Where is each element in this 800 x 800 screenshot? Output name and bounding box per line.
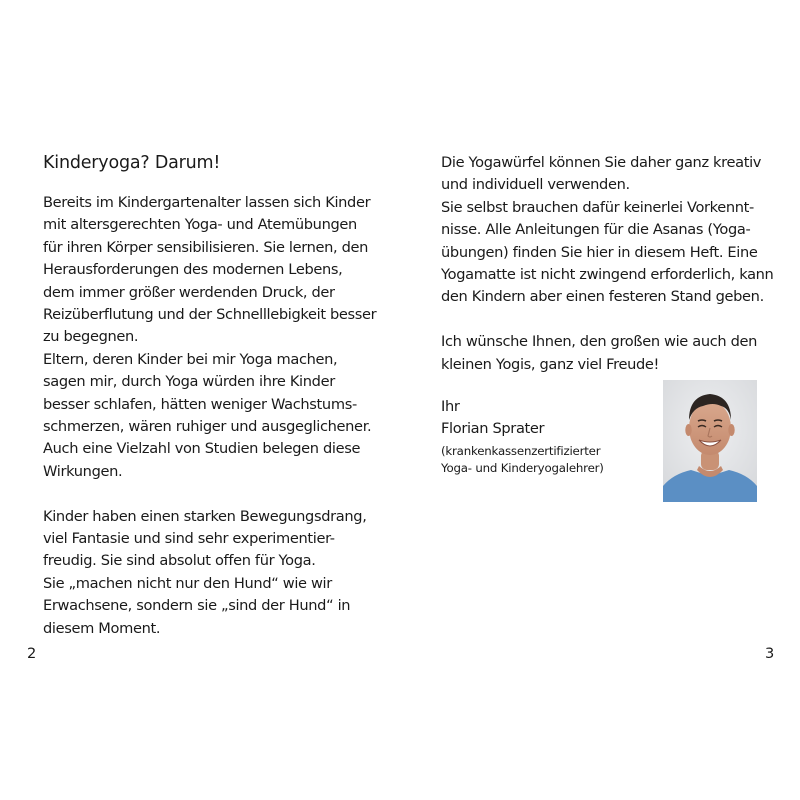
- text-line: Erwachsene, sondern sie „sind der Hund“ in: [43, 597, 351, 615]
- text-line: Eltern, deren Kinder bei mir Yoga machen,: [43, 350, 338, 368]
- right-paragraph-1: [441, 152, 774, 309]
- signature-name: Florian Sprater: [441, 420, 545, 438]
- text-line: den Kindern aber einen festeren Stand geben.: [441, 288, 764, 306]
- text-line: dem immer größer werdenden Druck, der: [43, 283, 335, 301]
- text-line: freudig. Sie sind absolut offen für Yoga.: [43, 552, 316, 570]
- page-heading: Kinderyoga? Darum!: [43, 153, 221, 173]
- signature-title-line-1: (krankenkassenzertifizierter: [441, 443, 601, 458]
- text-line: viel Fantasie und sind sehr experimentier-: [43, 530, 335, 548]
- text-line: besser schlafen, hätten weniger Wachstums-: [43, 395, 357, 413]
- left-text-column: [43, 152, 383, 640]
- text-line: zu begegnen.: [43, 328, 139, 346]
- text-line: diesem Moment.: [43, 619, 161, 637]
- text-line: Herausforderungen des modernen Lebens,: [43, 261, 343, 279]
- text-line: mit altersgerechten Yoga- und Atemübungen: [43, 216, 357, 234]
- text-line: Auch eine Vielzahl von Studien belegen diese: [43, 440, 361, 458]
- text-line: Ich wünsche Ihnen, den großen wie auch den: [441, 333, 758, 351]
- text-line: Sie selbst brauchen dafür keinerlei Vorkennt-: [441, 198, 754, 216]
- text-line: kleinen Yogis, ganz viel Freude!: [441, 355, 660, 373]
- page-number-left: 2: [27, 645, 37, 662]
- text-line: Die Yogawürfel können Sie daher ganz kreativ: [441, 154, 762, 171]
- text-line: Wirkungen.: [43, 462, 123, 480]
- signature-block: [441, 396, 604, 477]
- text-line: Kinder haben einen starken Bewegungsdrang,: [43, 507, 367, 525]
- text-line: für ihren Körper sensibilisieren. Sie lernen, den: [43, 238, 369, 256]
- signature-salutation: Ihr: [441, 398, 460, 415]
- right-text-column: [441, 152, 774, 376]
- signature-title-line-2: Yoga- und Kinderyogalehrer): [441, 460, 604, 475]
- right-paragraph-2: [441, 331, 771, 376]
- text-line: übungen) finden Sie hier in diesem Heft. Eine: [441, 243, 758, 261]
- text-line: Bereits im Kindergartenalter lassen sich Kinder: [43, 194, 371, 211]
- page-number-right: 3: [765, 645, 775, 662]
- left-paragraph-1: [43, 192, 383, 483]
- text-line: schmerzen, wären ruhiger und ausgeglichener.: [43, 418, 372, 436]
- text-line: Sie „machen nicht nur den Hund“ wie wir: [43, 574, 332, 592]
- author-portrait-icon: [663, 380, 757, 502]
- text-line: und individuell verwenden.: [441, 176, 630, 194]
- text-line: Reizüberflutung und der Schnelllebigkeit besser: [43, 306, 377, 324]
- paragraph-gap: [43, 483, 383, 505]
- author-portrait-photo: [663, 380, 757, 502]
- left-paragraph-2: [43, 506, 383, 640]
- paragraph-gap: [441, 309, 771, 331]
- text-line: nisse. Alle Anleitungen für die Asanas (Yoga-: [441, 221, 751, 239]
- text-line: Yogamatte ist nicht zwingend erforderlich, kann: [441, 266, 774, 284]
- text-line: sagen mir, durch Yoga würden ihre Kinder: [43, 373, 335, 391]
